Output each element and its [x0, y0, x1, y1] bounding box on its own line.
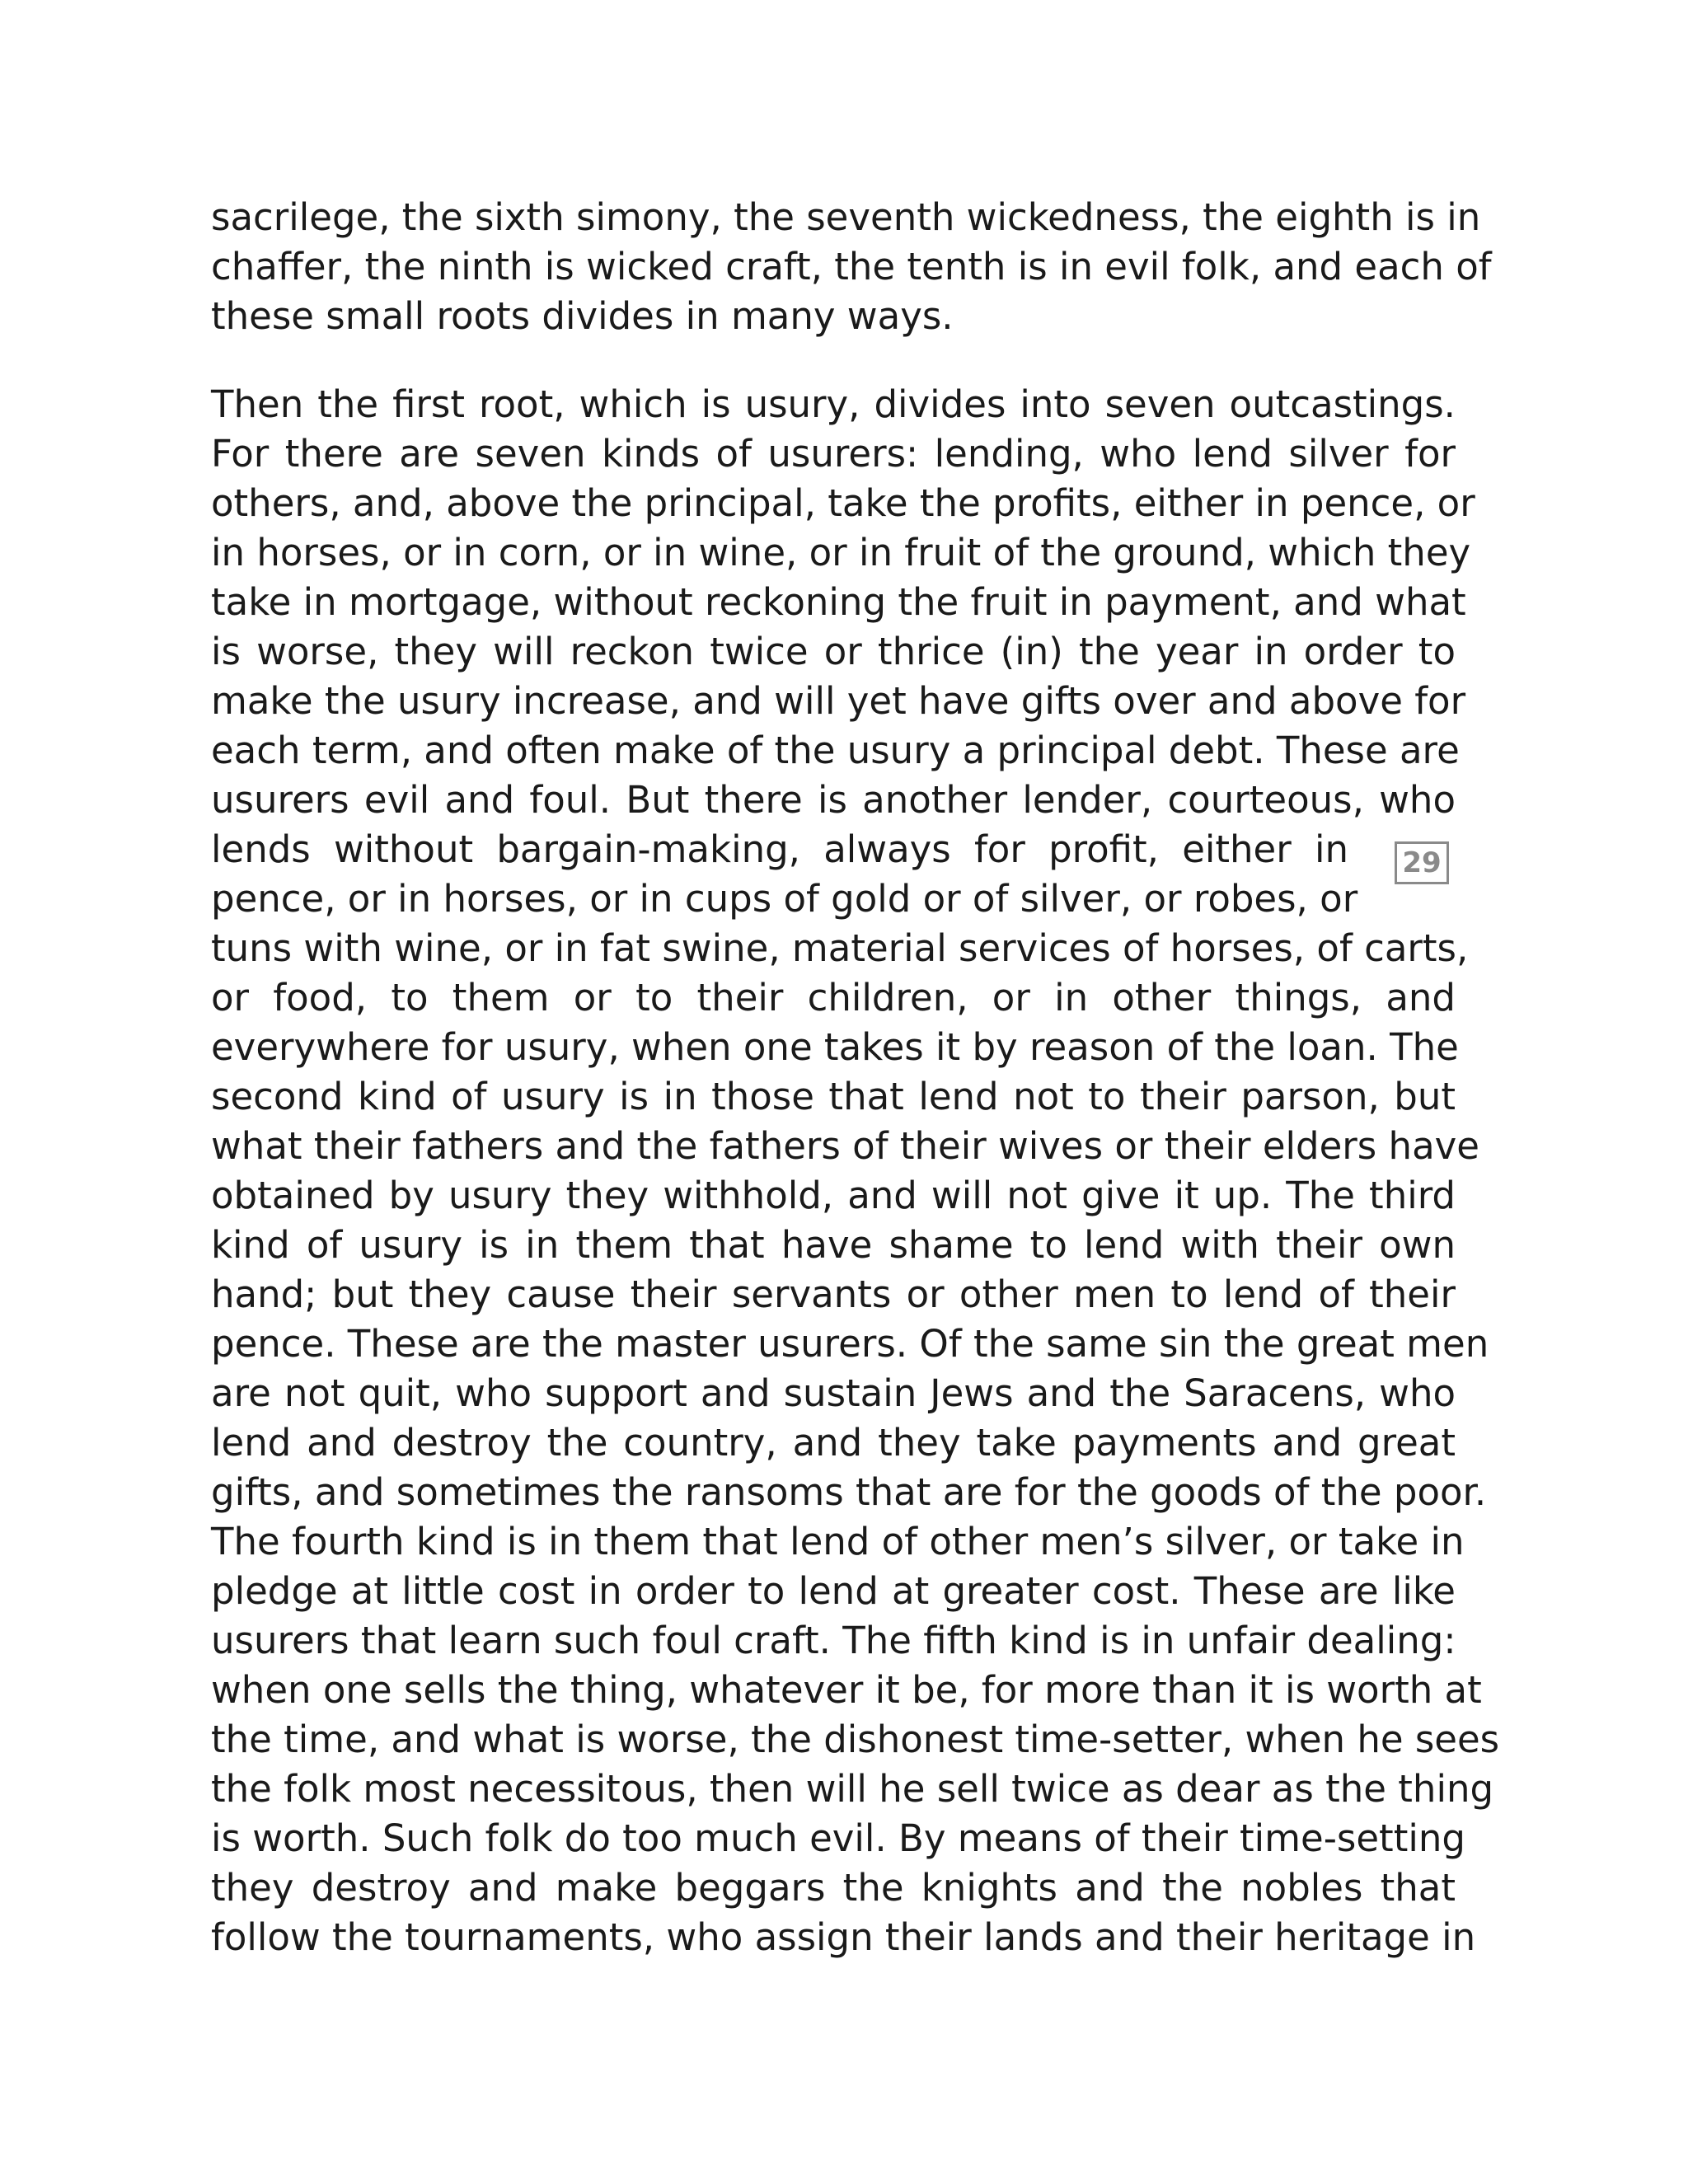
text-line: chaffer, the ninth is wicked craft, the tenth is in evil folk, and each of: [211, 245, 1492, 288]
text-line: or food, to them or to their children, or in other things, and: [211, 976, 1456, 1019]
text-line: in horses, or in corn, or in wine, or in fruit of the ground, which they: [211, 531, 1471, 574]
text-line: pence. These are the master usurers. Of the same sin the great men: [211, 1322, 1489, 1366]
text-line: obtained by usury they withhold, and will not give it up. The third: [211, 1174, 1456, 1217]
text-line: the time, and what is worse, the dishonest time-setter, when he sees: [211, 1718, 1500, 1761]
text-line: when one sells the thing, whatever it be, for more than it is worth at: [211, 1668, 1482, 1712]
text-line: pence, or in horses, or in cups of gold or of silver, or robes, or: [211, 877, 1358, 921]
text-line: For there are seven kinds of usurers: lending, who lend silver for: [211, 432, 1456, 476]
paragraph-gap: [211, 341, 1456, 380]
text-line: these small roots divides in many ways.: [211, 294, 954, 338]
text-line: The fourth kind is in them that lend of other men’s silver, or take in: [211, 1520, 1465, 1563]
text-line: lends without bargain-making, always for profit, either in: [211, 827, 1348, 871]
body-text: [211, 193, 1500, 1962]
text-line: what their fathers and the fathers of their wives or their elders have: [211, 1124, 1479, 1168]
text-line: is worth. Such folk do too much evil. By means of their time-setting: [211, 1816, 1465, 1860]
text-line: each term, and often make of the usury a principal debt. These are: [211, 729, 1460, 772]
text-line: everywhere for usury, when one takes it by reason of the loan. The: [211, 1025, 1459, 1069]
text-line: second kind of usury is in those that lend not to their parson, but: [211, 1075, 1456, 1118]
text-line: sacrilege, the sixth simony, the seventh wickedness, the eighth is in: [211, 195, 1481, 239]
text-line: tuns with wine, or in fat swine, material services of horses, of carts,: [211, 926, 1469, 970]
text-line: gifts, and sometimes the ransoms that are for the goods of the poor.: [211, 1470, 1487, 1514]
text-line: usurers evil and foul. But there is another lender, courteous, who: [211, 778, 1456, 822]
text-line: hand; but they cause their servants or other men to lend of their: [211, 1272, 1456, 1316]
text-line: the folk most necessitous, then will he sell twice as dear as the thing: [211, 1767, 1494, 1811]
text-line: others, and, above the principal, take the profits, either in pence, or: [211, 481, 1475, 525]
text-line: kind of usury is in them that have shame to lend with their own: [211, 1223, 1456, 1267]
text-line: take in mortgage, without reckoning the fruit in payment, and what: [211, 580, 1466, 624]
text-line: are not quit, who support and sustain Jews and the Saracens, who: [211, 1371, 1456, 1415]
text-line: Then the first root, which is usury, divides into seven outcastings.: [211, 382, 1456, 426]
paragraph-2: [211, 380, 1500, 1962]
paragraph-1: [211, 193, 1492, 341]
text-line: lend and destroy the country, and they take payments and great: [211, 1421, 1456, 1465]
text-line: they destroy and make beggars the knights and the nobles that: [211, 1866, 1456, 1910]
text-line: follow the tournaments, who assign their lands and their heritage in: [211, 1915, 1476, 1959]
text-line: usurers that learn such foul craft. The fifth kind is in unfair dealing:: [211, 1619, 1456, 1662]
text-line: make the usury increase, and will yet have gifts over and above for: [211, 679, 1466, 723]
text-line: pledge at little cost in order to lend at greater cost. These are like: [211, 1569, 1456, 1613]
text-line: is worse, they will reckon twice or thrice (in) the year in order to: [211, 630, 1456, 673]
page-number-badge: 29: [1395, 841, 1449, 884]
